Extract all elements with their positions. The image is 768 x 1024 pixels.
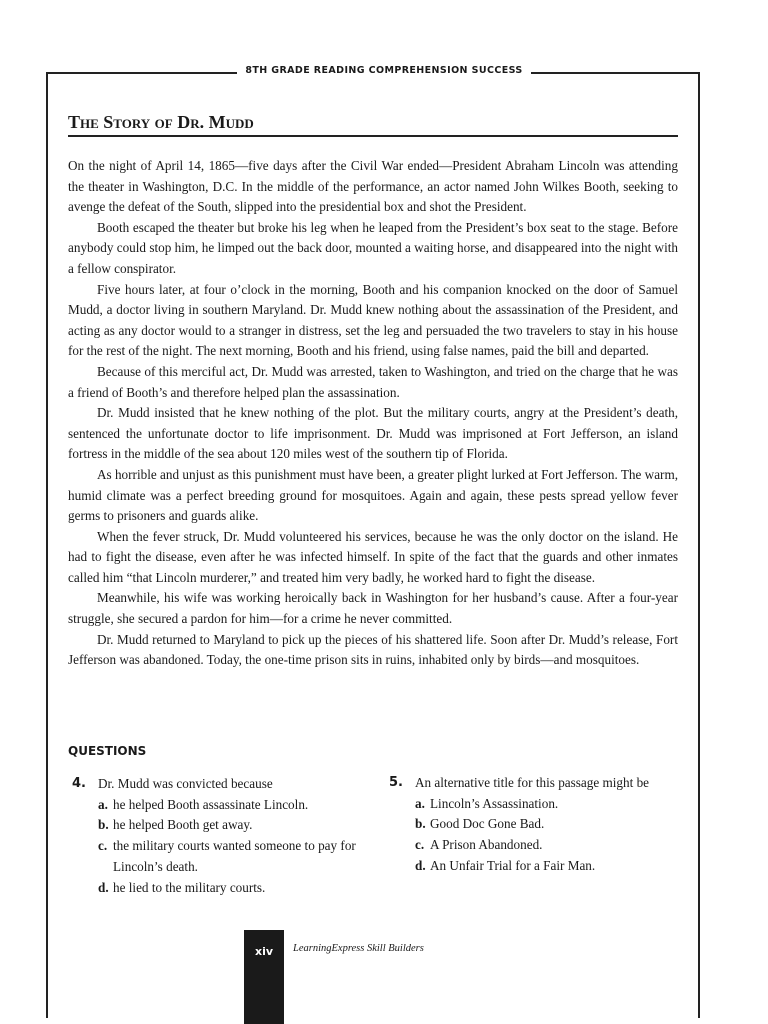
option-letter: d. (98, 879, 109, 895)
page-number: xiv (254, 945, 274, 958)
option-letter: c. (98, 838, 108, 854)
option-letter: d. (415, 857, 426, 873)
paragraph: Dr. Mudd insisted that he knew nothing of the plot. But the military courts, angry at the President’s death, sentenced the unfortunate doctor to life imprisonment. Dr. Mudd was imprisoned at Fort Jefferson, an island fortress in the middle of the sea about 120 miles west of the southern tip of Florida. (68, 405, 678, 462)
answer-option-a[interactable] (415, 794, 689, 815)
paragraph: On the night of April 14, 1865—five days after the Civil War ended—President Abraham Lincoln was attending the theater in Washington, D.C. In the middle of the performance, an actor named John Wilkes Booth, seeking to avenge the defeat of the South, slipped into the presidential box and shot the President. (68, 158, 678, 215)
passage-body (68, 156, 678, 671)
option-letter: a. (98, 796, 108, 812)
option-text: Lincoln’s Assassination. (430, 795, 559, 811)
answer-option-c[interactable] (98, 836, 362, 877)
answer-option-a[interactable] (98, 795, 362, 816)
paragraph: As horrible and unjust as this punishment must have been, a greater plight lurked at Fort Jefferson. The warm, humid climate was a perfect breeding ground for mosquitoes. Again and again, these pests spread yellow fever germs to prisoners and guards alike. (68, 466, 678, 524)
question-number: 4. (72, 776, 86, 791)
paragraph: Because of this merciful act, Dr. Mudd was arrested, taken to Washington, and tried on the charge that he was a friend of Booth’s and therefore helped plan the assassination. (68, 363, 678, 400)
question-text: An alternative title for this passage might be (415, 775, 650, 790)
option-letter: a. (415, 795, 425, 811)
option-text: he helped Booth assassinate Lincoln. (113, 796, 309, 812)
answer-option-b[interactable] (415, 814, 689, 835)
paragraph: Dr. Mudd returned to Maryland to pick up the pieces of his shattered life. Soon after Dr. Mudd’s release, Fort Jefferson was abandoned. Today, the one-time prison sits in ruins, inhabited only by birds—and mosquitoes. (68, 631, 678, 668)
paragraph: Five hours later, at four o’clock in the morning, Booth and his companion knocked on the door of Samuel Mudd, a doctor living in southern Maryland. Dr. Mudd knew nothing about the assassination of the President, and acting as any doctor would to a stranger in distress, set the leg and persuaded the two travelers to stay in his house for the rest of the night. The next morning, Booth and his friend, using false names, paid the bill and departed. (68, 281, 678, 359)
option-text: he lied to the military courts. (113, 879, 266, 895)
option-text: A Prison Abandoned. (430, 837, 543, 853)
running-header-text: 8TH GRADE READING COMPREHENSION SUCCESS (237, 65, 530, 76)
answer-option-d[interactable] (98, 878, 362, 899)
question-number: 5. (389, 775, 403, 790)
option-text: An Unfair Trial for a Fair Man. (430, 857, 596, 873)
question-text: Dr. Mudd was convicted because (98, 776, 273, 791)
footer-publisher: LearningExpress Skill Builders (293, 943, 424, 954)
answer-option-b[interactable] (98, 815, 362, 836)
option-text: Good Doc Gone Bad. (430, 816, 545, 832)
question-4 (72, 774, 362, 898)
paragraph: Booth escaped the theater but broke his leg when he leaped from the President’s box seat to the stage. Before anybody could stop him, he limped out the back door, mounted a waiting horse, and disappeared into the night with a fellow conspirator. (68, 219, 678, 276)
running-header (0, 65, 768, 76)
option-text: he helped Booth get away. (113, 817, 253, 833)
question-5 (389, 773, 689, 877)
passage-title: The Story of Dr. Mudd (68, 112, 678, 137)
option-text: the military courts wanted someone to pay for Lincoln’s death. (113, 838, 356, 874)
paragraph: Meanwhile, his wife was working heroically back in Washington for her husband’s cause. After a four-year struggle, she secured a pardon for him—for a crime he never committed. (68, 590, 678, 627)
option-letter: c. (415, 837, 425, 853)
page-number-tab (244, 930, 284, 1024)
answer-option-d[interactable] (415, 856, 689, 877)
answer-option-c[interactable] (415, 835, 689, 856)
option-letter: b. (415, 816, 426, 832)
option-letter: b. (98, 817, 109, 833)
paragraph: When the fever struck, Dr. Mudd volunteered his services, because he was the only doctor on the island. He had to fight the disease, even after he was infected himself. In spite of the fact that the guards and other inmates called him “that Lincoln murderer,” and treated him very badly, he worked hard to fight the disease. (68, 528, 678, 585)
questions-heading: QUESTIONS (68, 744, 147, 758)
